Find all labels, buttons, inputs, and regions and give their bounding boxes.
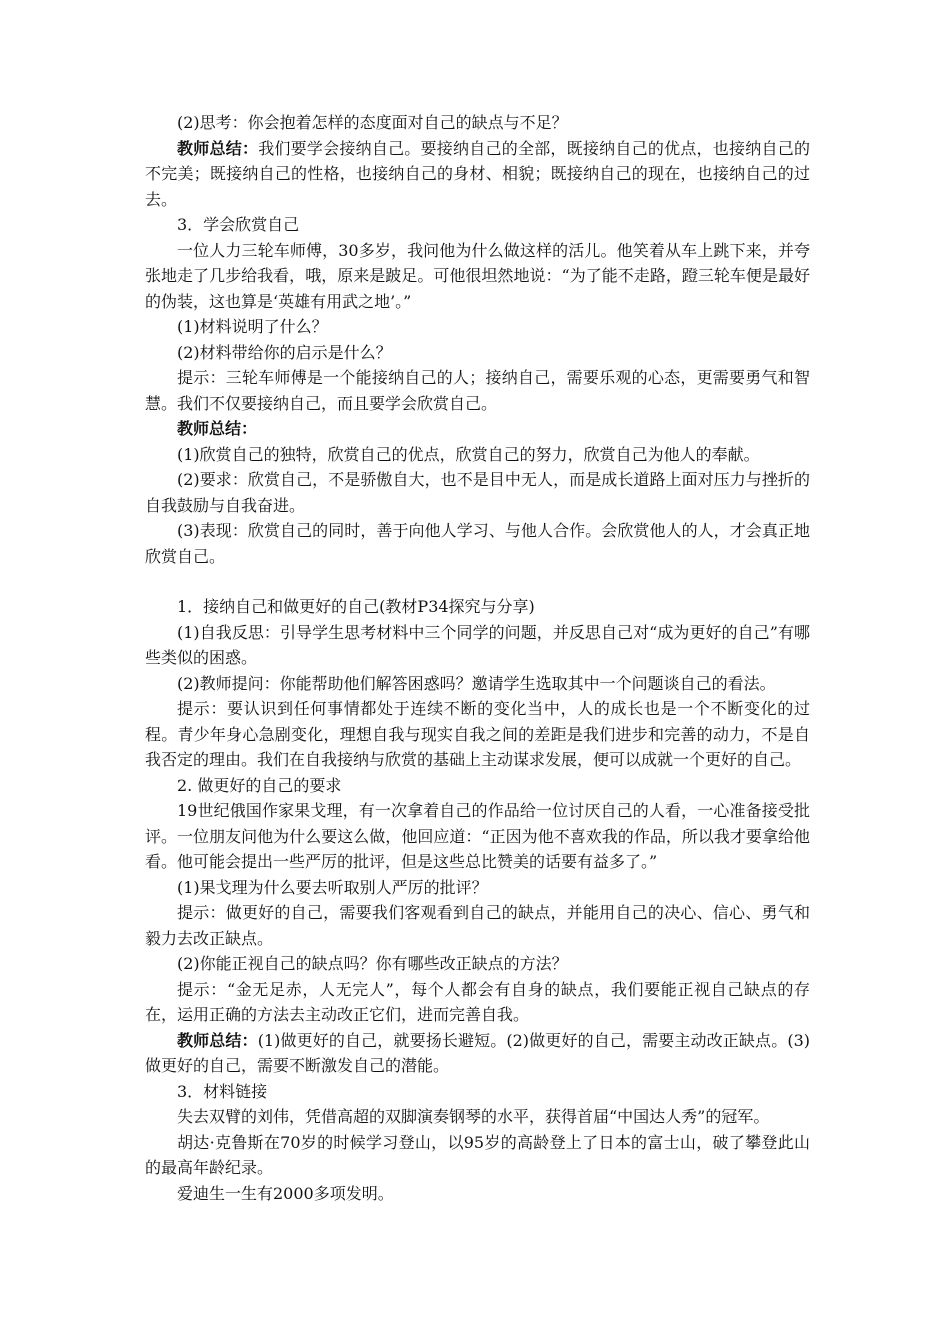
teacher-summary [145, 1028, 810, 1079]
question-1: (1)果戈理为什么要去听取别人严厉的批评？ [177, 877, 488, 897]
summary-label: 教师总结： [177, 1030, 258, 1050]
section-heading: 3．材料链接 [177, 1081, 268, 1101]
summary-text: (1)做更好的自己，就要扬长避短。(2)做更好的自己，需要主动改正缺点。(3)做更好的自己，需要不断激发自己的潜能。 [145, 1030, 810, 1075]
summary-point-2: (2)要求：欣赏自己，不是骄傲自大，也不是目中无人，而是成长道路上面对压力与挫折的自我鼓励与自我奋进。 [145, 470, 810, 515]
hint-paragraph: 提示：三轮车师傅是一个能接纳自己的人；接纳自己，需要乐观的心态，更需要勇气和智慧。我们不仅要接纳自己，而且要学会欣赏自己。 [145, 368, 810, 413]
section-gap [145, 569, 810, 594]
summary-point-3: (3)表现：欣赏自己的同时，善于向他人学习、与他人合作。会欣赏他人的人，才会真正地欣赏自己。 [145, 521, 810, 566]
summary-label: 教师总结： [177, 138, 259, 158]
material-question-1: (1)材料说明了什么？ [177, 317, 328, 336]
story-paragraph: 19世纪俄国作家果戈理，有一次拿着自己的作品给一位讨厌自己的人看，一心准备接受批评。一位朋友问他为什么要这么做，他回应道：“正因为他不喜欢我的作品，所以我才要拿给他看。他可能会提出一些严厉的批评，但是这些总比赞美的话要有益多了。” [145, 801, 810, 871]
material-link-1: 失去双臂的刘伟，凭借高超的双脚演奏钢琴的水平，获得首届“中国达人秀”的冠军。 [177, 1107, 770, 1126]
summary-text: 我们要学会接纳自己。要接纳自己的全部，既接纳自己的优点，也接纳自己的不完美；既接纳自己的性格，也接纳自己的身材、相貌；既接纳自己的现在，也接纳自己的过去。 [145, 138, 810, 209]
material-question-2: (2)材料带给你的启示是什么？ [177, 342, 392, 362]
question-2: (2)你能正视自己的缺点吗？你有哪些改正缺点的方法？ [177, 954, 568, 973]
section-heading: 3．学会欣赏自己 [177, 215, 300, 234]
question-2: (2)思考：你会抱着怎样的态度面对自己的缺点与不足？ [177, 113, 568, 132]
teacher-question: (2)教师提问：你能帮助他们解答困惑吗？邀请学生选取其中一个问题谈自己的看法。 [177, 673, 776, 693]
summary-point-1: (1)欣赏自己的独特，欣赏自己的优点，欣赏自己的努力，欣赏自己为他人的奉献。 [177, 444, 760, 464]
document-page [145, 110, 810, 1206]
hint-paragraph: 提示：做更好的自己，需要我们客观看到自己的缺点，并能用自己的决心、信心、勇气和毅力去改正缺点。 [145, 903, 810, 948]
hint-paragraph: 提示：“金无足赤，人无完人”，每个人都会有自身的缺点，我们要能正视自己缺点的存在，运用正确的方法去主动改正它们，进而完善自我。 [145, 979, 810, 1024]
section-heading: 2. 做更好的自己的要求 [177, 775, 342, 795]
teacher-summary [145, 136, 810, 213]
reflection-paragraph: (1)自我反思：引导学生思考材料中三个同学的问题，并反思自己对“成为更好的自己”有哪些类似的困惑。 [145, 622, 810, 667]
material-link-3: 爱迪生一生有2000多项发明。 [177, 1183, 394, 1203]
section-heading: 1．接纳自己和做更好的自己(教材P34探究与分享) [177, 597, 535, 616]
material-link-2: 胡达·克鲁斯在70岁的时候学习登山，以95岁的高龄登上了日本的富士山，破了攀登此山的最高年龄纪录。 [145, 1132, 810, 1177]
summary-label: 教师总结： [177, 419, 258, 438]
story-paragraph: 一位人力三轮车师傅，30多岁，我问他为什么做这样的活儿。他笑着从车上跳下来，并夸张地走了几步给我看，哦，原来是跛足。可他很坦然地说：“为了能不走路，蹬三轮车便是最好的伪装，这也算是‘英雄有用武之地’。” [145, 240, 810, 311]
hint-paragraph: 提示：要认识到任何事情都处于连续不断的变化当中，人的成长也是一个不断变化的过程。青少年身心急剧变化，理想自我与现实自我之间的差距是我们进步和完善的动力，不是自我否定的理由。我们在自我接纳与欣赏的基础上主动谋求发展，便可以成就一个更好的自己。 [145, 699, 810, 769]
